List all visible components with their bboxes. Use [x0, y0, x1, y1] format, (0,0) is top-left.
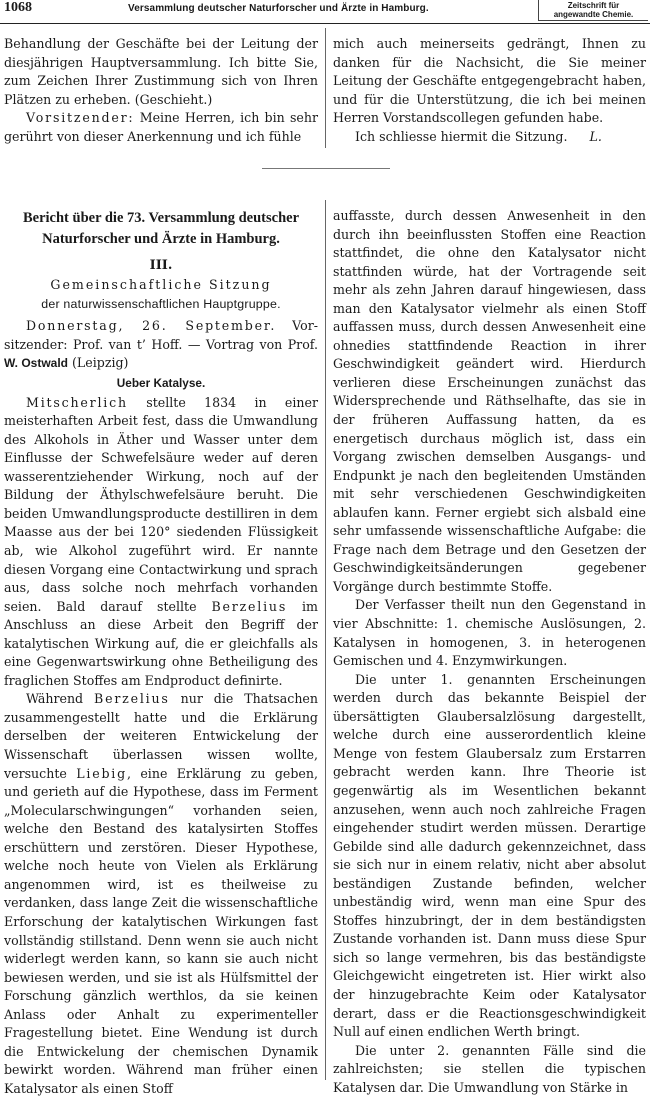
- running-title: Versammlung deutscher Naturforscher und Ärzte in Hamburg.: [128, 3, 429, 14]
- date: Donnerstag, 26. September.: [26, 318, 277, 333]
- paragraph: auffasste, durch dessen Anwesenheit in den durch ihn beeinflussten Stoffen eine Reaction stattfindet, die ohne den Katalysator nicht stattfinden würde, hat der Vortragende seit mehr als zehn Jahren darauf hingewiesen, dass man den Katalysator vielmehr als einen Stoff auffassen muss, durch dessen Anwesenheit eine ohnedies stattfindende Reaction in ihrer Geschwindigkeit geändert wird. Hierdurch verlieren diese Erscheinungen zunächst das Widersprechende und Räthselhafte, das sie in der früheren Auffassung hatten, da es energetisch durchaus möglich ist, dass ein Vorgang zwischen demselben Ausgangs- und Endpunkt je nach den begleitenden Umständen mit sehr verschiedenen Geschwindigkeiten ablaufen kann. Ferner ergiebt sich alsbald eine sehr umfassende wissenschaftliche Aufgabe: die Frage nach dem Betrage und den Gesetzen der Geschwindigkeitsänderungen gegebener Vorgänge durch bestimmte Stoffe.: [333, 208, 646, 594]
- article-right-column: [333, 207, 646, 1097]
- top-left-column: [4, 35, 318, 146]
- speaker-name: Vorsitzender:: [26, 110, 135, 126]
- person-name: Liebig: [76, 765, 127, 781]
- header-rule: [0, 23, 650, 24]
- journal-line-2: angewandte Chemie.: [553, 10, 634, 19]
- article-left-column: [4, 208, 318, 1098]
- top-right-column: [333, 35, 646, 146]
- closing-line: [333, 128, 646, 147]
- signature: L.: [589, 128, 602, 144]
- paragraph: Die unter 1. genannten Erscheinungen werden durch das bekannte Beispiel der übersättigten Glaubersalzlösung dargestellt, welche durch eine ausserordentlich kleine Menge von festem Glaubersalz zum Erstarren gebracht werden kann. Ihre Theorie ist gegenwärtig als im Wesentlichen bekannt anzusehen, wenn auch noch zahlreiche Fragen eingehender studirt werden müssen. Derartige Gebilde sind alle dadurch gekennzeichnet, dass sie sich nur in einem relativ, nicht aber absolut beständigen Zustande befinden, welcher unbeständig wird, wenn man eine Spur des Stoffes hinzubringt, der in dem beständigsten Zustande vorhanden ist. Dann muss diese Spur sich so lange vermehren, bis das beständigste Gleichgewicht eingetreten ist. Hier wirkt also der hinzugebrachte Keim oder Katalysator derart, dass er die Reactionsgeschwindigkeit Null auf einen endlichen Werth bringt.: [333, 671, 646, 1040]
- paragraph: Die unter 2. genannten Fälle sind die zahlreichsten; sie stellen die typischen Katalysen dar. Die Umwandlung von Stärke in: [333, 1042, 646, 1095]
- journal-name: [538, 0, 648, 21]
- article-title: [4, 208, 318, 250]
- speaker-name: W. Ostwald: [4, 356, 69, 371]
- person-name: Mitscherlich: [26, 394, 128, 410]
- group-title: der naturwissenschaftlichen Hauptgruppe.: [41, 297, 281, 311]
- article-title-line-2: Naturforscher und Ärzte in Hamburg.: [42, 231, 280, 247]
- column-divider-top: [325, 28, 326, 148]
- closing-text: Ich schliesse hiermit die Sitzung.: [355, 128, 568, 144]
- paragraph: mich auch meinerseits gedrängt, Ihnen zu danken für die Nachsicht, die Sie meiner Leitung der Geschäfte entgegengebracht haben, und für die Unterstützung, die ich bei meinen Herren Vorstandscollegen gefunden habe.: [333, 36, 646, 126]
- paragraph: Behandlung der Geschäfte bei der Leitung der diesjährigen Hauptversammlung. Ich bitte Sie, zum Zeichen Ihrer Zustimmung sich von Ihren Plätzen zu erheben. (Geschieht.): [4, 36, 318, 107]
- person-name: Berzelius: [94, 691, 170, 707]
- part-number: III.: [149, 258, 173, 273]
- session-title: Gemeinschaftliche Sitzung: [50, 277, 272, 292]
- lecture-topic: Ueber Katalyse.: [116, 375, 206, 390]
- page-header: [0, 0, 650, 22]
- page-number: 1068: [4, 0, 32, 15]
- paragraph: Der Verfasser theilt nun den Gegenstand in vier Abschnitte: 1. chemische Auslösungen, 2. Katalysen in homogenen, 3. in heterogenen Gemischen und 4. Enzymwirkungen.: [333, 597, 646, 669]
- article-title-line-1: Bericht über die 73. Versammlung deutscher: [22, 210, 300, 226]
- paragraph: Vorsitzender: Meine Herren, ich bin sehr gerührt von dieser Anerkennung und ich fühle: [4, 110, 318, 144]
- person-name: Berzelius: [211, 598, 288, 614]
- session-info: Donnerstag, 26. September. Vor- sitzender: Prof. van t’ Hoff. — Vortrag von Prof. W. Ostwald (Leipzig): [4, 318, 318, 371]
- paragraph: Während Berzelius nur die Thatsachen zusammengestellt hatte und die Erklärung derselben der weiteren Entwickelung der Wissenschaft überlassen wissen wollte, versuchte Liebig, eine Erklärung zu geben, und gerieth auf die Hypothese, dass im Ferment „Molecularschwingungen“ vorhanden seien, welche den Bestand des katalysirten Stoffes erschüttern und zerstören. Dieser Hypothese, welche noch heute von Vielen als Erklärung angenommen wird, ist es theilweise zu verdanken, dass lange Zeit die wissenschaftliche Erforschung der katalytischen Wirkungen fast vollständig stillstand. Denn wenn sie auch nicht widerlegt werden kann, so kann sie auch nicht bewiesen werden, und sie ist als Hülfsmittel der Forschung gänzlich werthlos, da sie keinen Anlass oder Anhalt zu experimenteller Fragestellung bietet. Eine Wendung ist durch die Entwickelung der chemischen Dynamik bewirkt worden. Während man früher einen Katalysator als einen Stoff: [4, 691, 318, 1096]
- section-separator: [262, 168, 390, 169]
- paragraph: Mitscherlich stellte 1834 in einer meisterhaften Arbeit fest, dass die Umwandlung des Alkohols in Äther und Wasser unter dem Einflusse der Schwefelsäure weder auf deren wasserentziehender Wirkung, noch auf der Bildung der Äthylschwefelsäure beruht. Die beiden Umwandlungsproducte destilliren in dem Maasse aus der bei 120° siedenden Flüssigkeit ab, wie Alkohol zugeführt wird. Er nannte diesen Vorgang eine Contactwirkung und sprach aus, dass solche noch mehrfach vorhanden seien. Bald darauf stellte Berzelius im Anschluss an diese Arbeit den Begriff der katalytischen Wirkung auf, die er gleichfalls als eine Gegenwartswirkung ohne Betheiligung des fraglichen Stoffes am Endproduct definirte.: [4, 394, 319, 688]
- column-divider-article: [325, 200, 326, 1080]
- journal-line-1: Zeitschrift für: [567, 1, 620, 10]
